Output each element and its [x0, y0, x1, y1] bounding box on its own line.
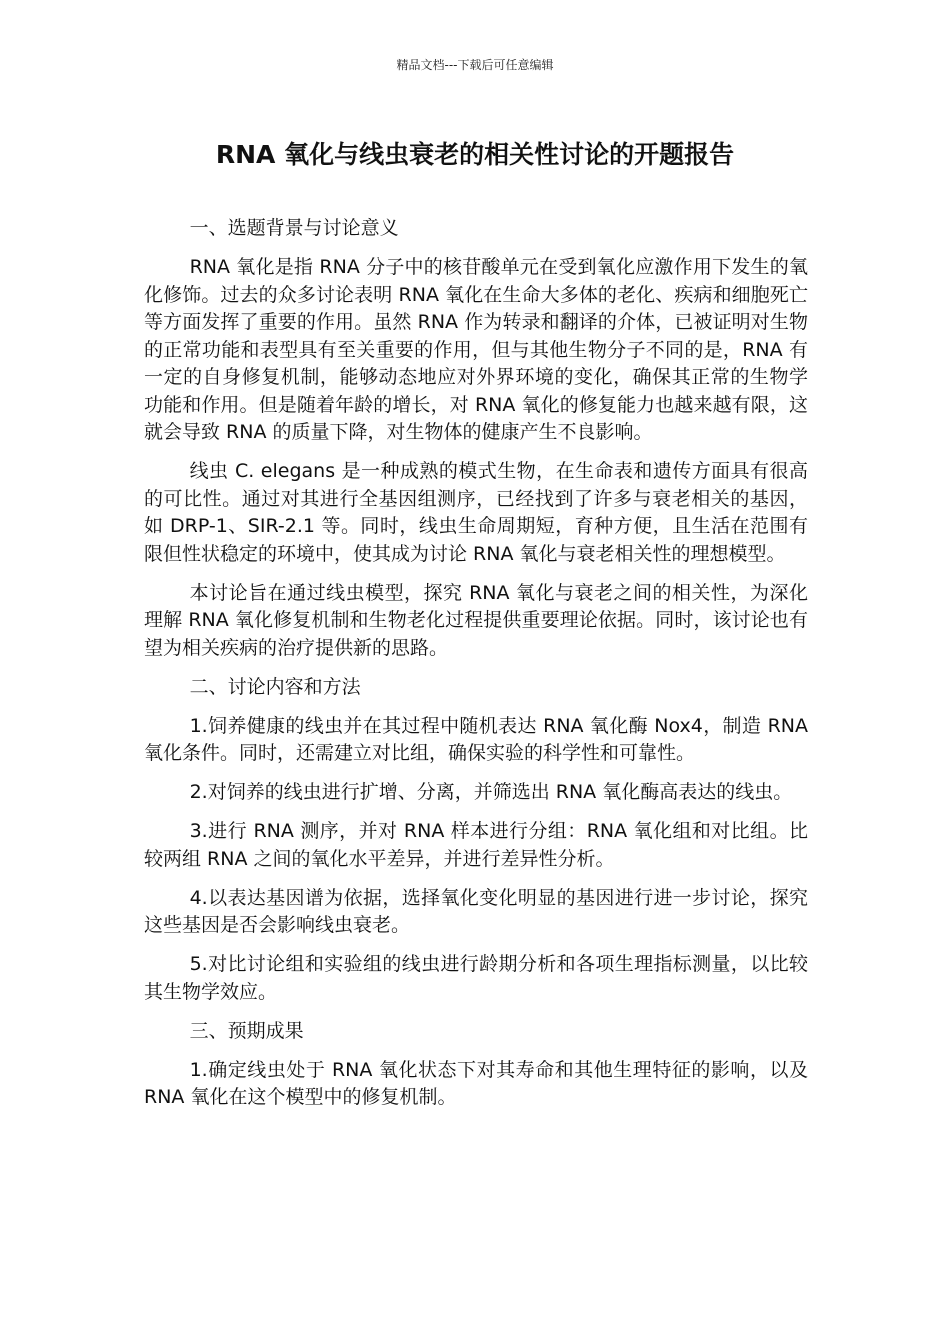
paragraph-rna-oxidation: RNA 氧化是指 RNA 分子中的核苷酸单元在受到氧化应激作用下发生的氧化修饰。过去的众多讨论表明 RNA 氧化在生命大多体的老化、疾病和细胞死亡等方面发挥了重要的作用。虽然 RNA 作为转录和翻译的介体，已被证明对生物的正常功能和表型具有至关重要的作用，但与其他生物分子不同的是，RNA 有一定的自身修复机制，能够动态地应对外界环境的变化，确保其正常的生物学功能和作用。但是随着年龄的增长，对 RNA 氧化的修复能力也越来越有限，这就会导致 RNA 的质量下降，对生物体的健康产生不良影响。: [144, 256, 808, 443]
paragraph-research-aim: 本讨论旨在通过线虫模型，探究 RNA 氧化与衰老之间的相关性，为深化理解 RNA 氧化修复机制和生物老化过程提供重要理论依据。同时，该讨论也有望为相关疾病的治疗提供新的思路。: [144, 581, 808, 659]
paragraph-c-elegans: 线虫 C. elegans 是一种成熟的模式生物，在生命表和遗传方面具有很高的可比性。通过对其进行全基因组测序，已经找到了许多与衰老相关的基因，如 DRP-1、SIR-2.1 等。同时，线虫生命周期短，育种方便，且生活在范围有限但性状稳定的环境中，使其成为讨论 RNA 氧化与衰老相关性的理想模型。: [144, 460, 808, 565]
method-item: 3.进行 RNA 测序，并对 RNA 样本进行分组：RNA 氧化组和对比组。比较两组 RNA 之间的氧化水平差异，并进行差异性分析。: [144, 820, 808, 870]
document-title: RNA 氧化与线虫衰老的相关性讨论的开题报告: [215, 140, 735, 169]
method-item: 4.以表达基因谱为依据，选择氧化变化明显的基因进行进一步讨论，探究这些基因是否会影响线虫衰老。: [144, 886, 808, 936]
method-item: 5.对比讨论组和实验组的线虫进行龄期分析和各项生理指标测量，以比较其生物学效应。: [144, 953, 808, 1003]
header-note: 精品文档---下载后可任意编辑: [396, 58, 554, 72]
section-heading-methods: 二、讨论内容和方法: [189, 675, 361, 698]
method-item: 2.对饲养的线虫进行扩增、分离，并筛选出 RNA 氧化酶高表达的线虫。: [189, 781, 793, 803]
section-heading-expected-results: 三、预期成果: [189, 1019, 304, 1042]
section-heading-background: 一、选题背景与讨论意义: [189, 217, 399, 239]
method-item: 1.饲养健康的线虫并在其过程中随机表达 RNA 氧化酶 Nox4，制造 RNA 氧化条件。同时，还需建立对比组，确保实验的科学性和可靠性。: [144, 714, 808, 764]
result-item: 1.确定线虫处于 RNA 氧化状态下对其寿命和其他生理特征的影响，以及 RNA 氧化在这个模型中的修复机制。: [144, 1058, 808, 1108]
document-body: [144, 215, 808, 1123]
